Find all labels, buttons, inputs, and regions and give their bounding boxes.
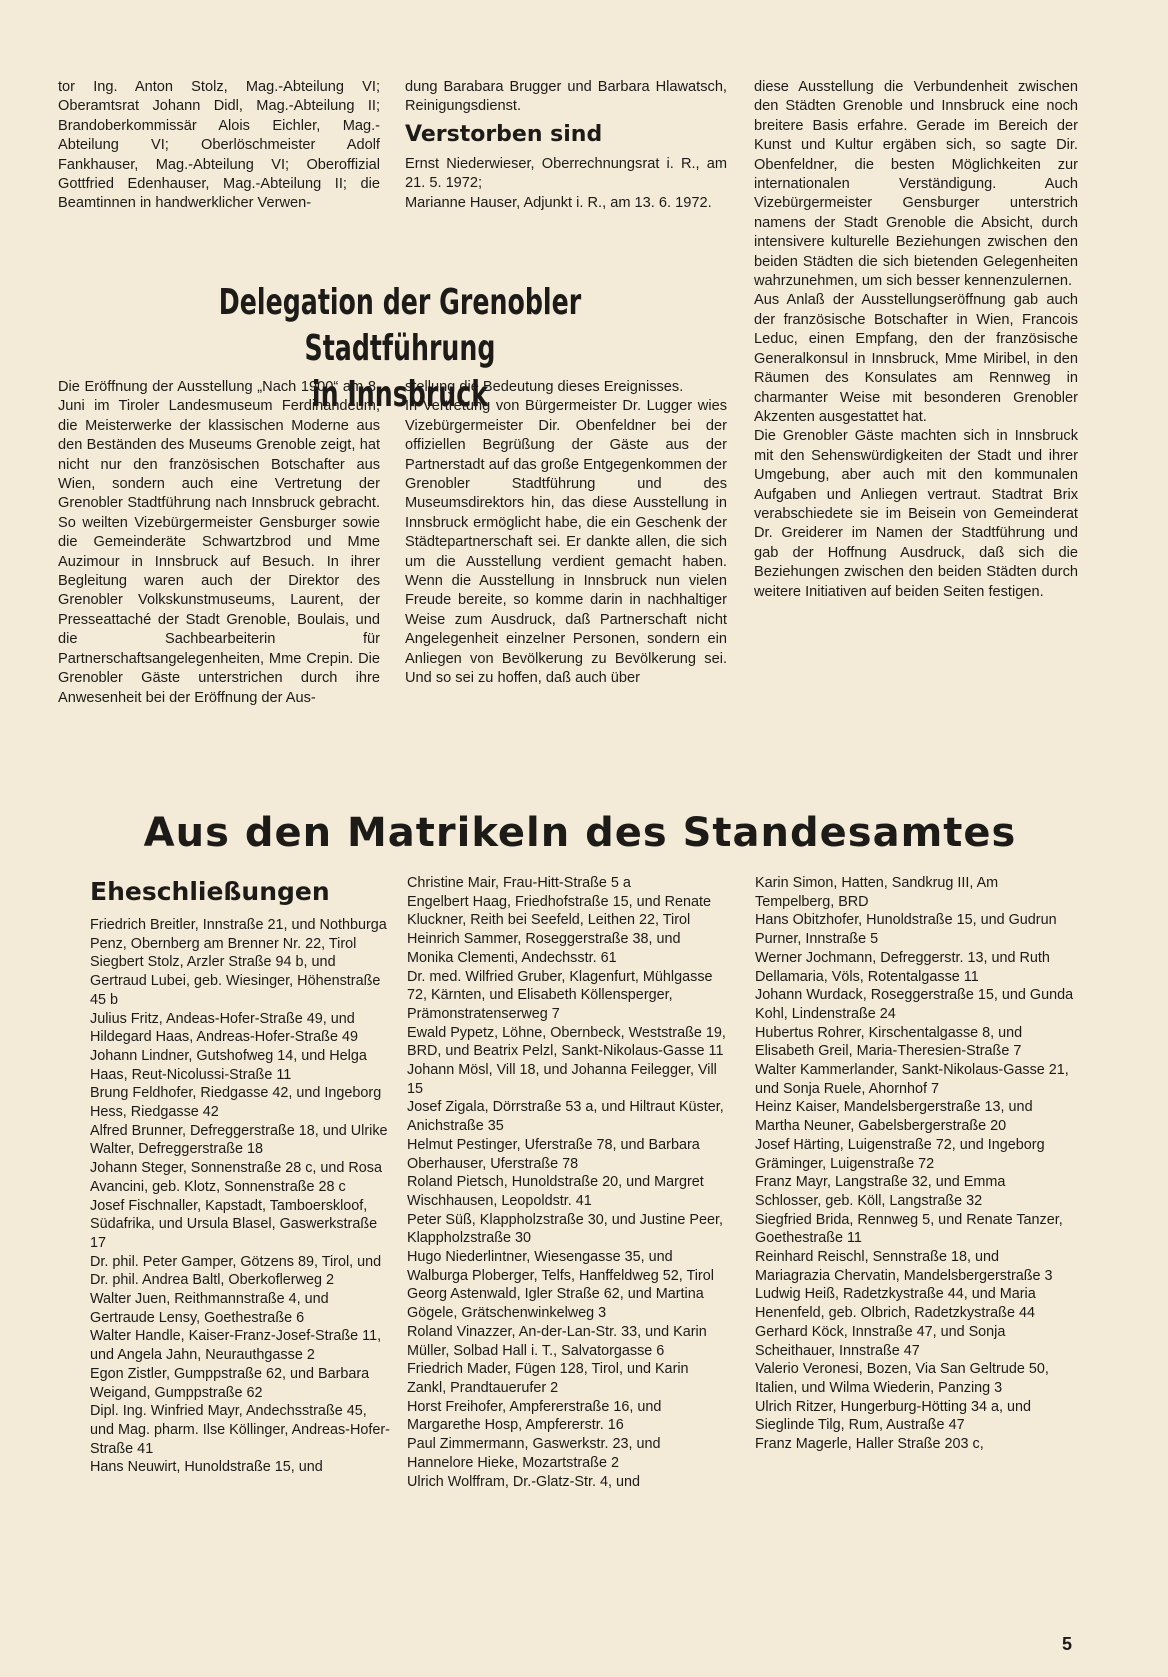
top-column-2 [405,78,727,213]
matrikel-column-2 [407,874,727,1491]
marriage-entry: Heinrich Sammer, Roseggerstraße 38, und Monika Clementi, Andechsstr. 61 [407,931,681,966]
marriage-list-2 [407,874,727,1491]
continuation-text: tor Ing. Anton Stolz, Mag.-Abteilung VI; Oberamtsrat Johann Didl, Mag.-Abteilung II; Brandoberkommissär Alois Eichler, Mag.-Abteilung VI; Oberlöschmeister Adolf Fankhauser, Mag.-Abteilung VI; Oberoffizial Gottfried Edenhauser, Mag.-Abteilung II; die Beamtinnen in handwerklicher Verwen- [58,79,380,212]
marriage-entry: Johann Steger, Sonnenstraße 28 c, und Rosa Avancini, geb. Klotz, Sonnenstraße 28 c [90,1160,383,1195]
marriage-entry: Dipl. Ing. Winfried Mayr, Andechsstraße 45, und Mag. pharm. Ilse Köllinger, Andreas-Hofer-Straße 41 [90,1403,390,1457]
marriage-entry: Franz Magerle, Haller Straße 203 c, [755,1436,984,1453]
page-number: 5 [1062,1634,1073,1654]
marriage-entry: Johann Mösl, Vill 18, und Johanna Feilegger, Vill 15 [407,1062,717,1097]
delegation-column-1 [58,378,380,708]
marriage-entry: Johann Wurdack, Roseggerstraße 15, und Gunda Kohl, Lindenstraße 24 [755,987,1074,1022]
marriage-entry: Johann Lindner, Gutshofweg 14, und Helga Haas, Reut-Nicolussi-Straße 11 [90,1047,367,1083]
marriage-entry: Heinz Kaiser, Mandelsbergerstraße 13, und Martha Neuner, Gabelsbergerstraße 20 [755,1099,1033,1135]
delegation-column-3 [754,78,1078,602]
marriage-entry: Engelbert Haag, Friedhofstraße 15, und Renate Kluckner, Reith bei Seefeld, Leithen 22, Tirol [407,893,711,929]
marriage-entry: Friedrich Mader, Fügen 128, Tirol, und Karin Zankl, Prandtauerufer 2 [407,1361,689,1396]
article-paragraph: stellung die Bedeutung dieses Ereignisses. [405,379,684,395]
article-paragraph: In Vertretung von Bürgermeister Dr. Lugger wies Vizebürgermeister Dir. Obenfeldner bei der offiziellen Begrüßung der Gäste aus der Partnerstadt auf das große Entgegenkommen der Grenobler Stadtführung und des Museumsdirektors hin, das diese Ausstellung in Innsbruck ermöglicht habe, die ein Geschenk der Städtepartnerschaft sei. Er dankte allen, die sich um die Ausstellung verdient gemacht haben. Wenn die Ausstellung in Innsbruck nun vielen Freude bereite, so komme darin in nachhaltiger Weise zum Ausdruck, daß Partnerschaft nicht Angelegenheit einzelner Personen, sondern ein Anliegen von Bevölkerung zu Bevölkerung sei. Und so sei zu hoffen, daß auch über [405,398,727,687]
marriage-entry: Paul Zimmermann, Gaswerkstr. 23, und Hannelore Hieke, Mozartstraße 2 [407,1436,661,1471]
marriage-entry: Ewald Pypetz, Löhne, Obernbeck, Weststraße 19, BRD, und Beatrix Pelzl, Sankt-Nikolaus-Gasse 11 [407,1024,726,1060]
matrikel-column-1 [90,876,390,1477]
marriage-entry: Walter Kammerlander, Sankt-Nikolaus-Gasse 21, und Sonja Ruele, Ahornhof 7 [755,1062,1069,1097]
marriage-entry: Egon Zistler, Gumppstraße 62, und Barbara Weigand, Gumppstraße 62 [90,1365,370,1401]
continuation-text-2: dung Barabara Brugger und Barbara Hlawatsch, Reinigungsdienst. [405,79,727,115]
marriage-entry: Karin Simon, Hatten, Sandkrug III, Am Tempelberg, BRD [755,875,999,910]
marriage-entry: Christine Mair, Frau-Hitt-Straße 5 a [407,875,631,891]
marriage-entry: Werner Jochmann, Defreggerstr. 13, und Ruth Dellamaria, Völs, Rotentalgasse 11 [755,949,1050,985]
verstorben-entry: Marianne Hauser, Adjunkt i. R., am 13. 6. 1972. [405,194,712,211]
marriage-entry: Josef Zigala, Dörrstraße 53 a, und Hiltraut Küster, Anichstraße 35 [407,1099,724,1135]
matrikel-heading: Aus den Matrikeln des Standesamtes [143,810,1017,856]
article-paragraph: Aus Anlaß der Ausstellungseröffnung gab auch der französische Botschafter in Wien, Francois Leduc, einen Empfang, den der französische Generalkonsul in Innsbruck, Mme Miribel, in den Räumen des Konsulates am Rennweg in charmanter Weise mit besonderen Grenobler Akzenten ausgestattet hat. [754,292,1078,425]
verstorben-entry: Ernst Niederwieser, Oberrechnungsrat i. R., am 21. 5. 1972; [405,155,727,192]
marriage-entry: Josef Fischnaller, Kapstadt, Tamboerskloof, Südafrika, und Ursula Blasel, Gaswerkstraße 17 [90,1197,378,1251]
matrikel-column-3 [755,874,1075,1454]
marriage-entry: Helmut Pestinger, Uferstraße 78, und Barbara Oberhauser, Uferstraße 78 [407,1136,700,1172]
marriage-entry: Siegbert Stolz, Arzler Straße 94 b, und Gertraud Lubei, geb. Wiesinger, Höhenstraße 45 b [90,954,381,1008]
marriage-entry: Hugo Niederlintner, Wiesengasse 35, und Walburga Ploberger, Telfs, Hanffeldweg 52, Tirol [407,1249,714,1284]
delegation-heading-line-2: in Innsbruck [311,374,489,415]
marriage-entry: Siegfried Brida, Rennweg 5, und Renate Tanzer, Goethestraße 11 [755,1211,1063,1247]
marriage-entry: Dr. phil. Peter Gamper, Götzens 89, Tirol, und Dr. phil. Andrea Baltl, Oberkoflerweg 2 [90,1253,382,1289]
marriage-entry: Gerhard Köck, Innstraße 47, und Sonja Scheithauer, Innstraße 47 [755,1323,1006,1359]
eheschliessungen-heading: Eheschließungen [90,877,330,906]
marriage-list-3 [755,874,1075,1454]
marriage-entry: Friedrich Breitler, Innstraße 21, und Nothburga Penz, Obernberg am Brenner Nr. 22, Tirol [90,917,387,952]
article-paragraph: Die Eröffnung der Ausstellung „Nach 1900“ am 8. Juni im Tiroler Landesmuseum Ferdinandeum, die Meisterwerke der klassischen Moderne aus den Beständen des Museums Grenoble zeigt, hat nicht nur den französischen Botschafter aus Wien, sondern auch eine Vertretung der Grenobler Stadtführung nach Innsbruck gebracht. So weilten Vizebürgermeister Gensburger sowie die Gemeinderäte Schwartzbrod und Mme Auzimour in Innsbruck auf Besuch. In ihrer Begleitung waren auch der Direktor des Grenobler Volkskunstmuseums, Laurent, der Presseattaché der Stadt Grenoble, Boulais, und die Sachbearbeiterin für Partnerschaftsangelegenheiten, Mme Crepin. Die Grenobler Gäste unterstrichen durch ihre Anwesenheit bei der Eröffnung der Aus- [58,379,380,706]
marriage-entry: Ludwig Heiß, Radetzkystraße 44, und Maria Henenfeld, geb. Olbrich, Radetzkystraße 44 [755,1286,1036,1322]
marriage-entry: Horst Freihofer, Ampfererstraße 16, und Margarethe Hosp, Ampfererstr. 16 [407,1398,662,1434]
top-column-1 [58,78,380,214]
marriage-entry: Georg Astenwald, Igler Straße 62, und Martina Gögele, Grätschenwinkelweg 3 [407,1286,704,1322]
marriage-entry: Roland Vinazzer, An-der-Lan-Str. 33, und Karin Müller, Solbad Hall i. T., Salvatorgasse 6 [407,1323,707,1359]
marriage-entry: Ulrich Wolffram, Dr.-Glatz-Str. 4, und [407,1473,640,1490]
delegation-heading-line-1: Delegation der Grenobler Stadtführung [218,282,582,369]
marriage-entry: Hans Neuwirt, Hunoldstraße 15, und [90,1459,323,1476]
marriage-entry: Franz Mayr, Langstraße 32, und Emma Schlosser, geb. Köll, Langstraße 32 [755,1174,1006,1209]
marriage-entry: Valerio Veronesi, Bozen, Via San Geltrude 50, Italien, und Wilma Wiederin, Panzing 3 [755,1361,1049,1396]
marriage-entry: Hubertus Rohrer, Kirschentalgasse 8, und Elisabeth Greil, Maria-Theresien-Straße 7 [755,1024,1023,1060]
marriage-entry: Reinhard Reischl, Sennstraße 18, und Mariagrazia Chervatin, Mandelsbergerstraße 3 [755,1249,1053,1284]
marriage-entry: Brung Feldhofer, Riedgasse 42, und Ingeborg Hess, Riedgasse 42 [90,1085,382,1121]
marriage-entry: Roland Pietsch, Hunoldstraße 20, und Margret Wischhausen, Leopoldstr. 41 [407,1174,704,1209]
marriage-entry: Julius Fritz, Andeas-Hofer-Straße 49, und Hildegard Haas, Andreas-Hofer-Straße 49 [90,1010,358,1046]
marriage-entry: Peter Süß, Klappholzstraße 30, und Justine Peer, Klappholzstraße 30 [407,1211,723,1247]
marriage-entry: Walter Handle, Kaiser-Franz-Josef-Straße 11, und Angela Jahn, Neurauthgasse 2 [90,1328,382,1364]
marriage-entry: Walter Juen, Reithmannstraße 4, und Gertraude Lensy, Goethestraße 6 [90,1291,329,1326]
delegation-column-2 [405,378,727,689]
article-paragraph: diese Ausstellung die Verbundenheit zwischen den Städten Grenoble und Innsbruck eine noch breitere Basis erfahre. Gerade im Bereich der Kunst und Kultur ergäben sich, so sagte Dir. Obenfeldner, die besten Möglichkeiten zur internationalen Verständigung. Auch Vizebürgermeister Gensburger unterstrich namens der Stadt Grenoble die Absicht, durch intensivere kulturelle Beziehungen zwischen den beiden Städten die sich bietenden Gelegenheiten wahrzunehmen, um sich besser kennenzulernen. [754,79,1078,290]
marriage-entry: Josef Härting, Luigenstraße 72, und Ingeborg Gräminger, Luigenstraße 72 [755,1136,1045,1172]
marriage-entry: Dr. med. Wilfried Gruber, Klagenfurt, Mühlgasse 72, Kärnten, und Elisabeth Köllensperger, Prämonstratenserweg 7 [407,968,713,1022]
marriage-entry: Alfred Brunner, Defreggerstraße 18, und Ulrike Walter, Defreggerstraße 18 [90,1122,388,1158]
verstorben-heading: Verstorben sind [405,121,603,147]
marriage-entry: Hans Obitzhofer, Hunoldstraße 15, und Gudrun Purner, Innstraße 5 [755,912,1057,948]
marriage-list-1 [90,916,390,1477]
article-paragraph: Die Grenobler Gäste machten sich in Innsbruck mit den Sehenswürdigkeiten der Stadt und ihrer Umgebung, aber auch mit den kommunalen Aufgaben und Anliegen vertraut. Stadtrat Brix verabschiedete sie im Beisein von Gemeinderat Dr. Greiderer im Namen der Stadtführung und gab der Hoffnung Ausdruck, daß sich die Beziehungen zwischen den beiden Städten durch weitere Initiativen auf beiden Seiten festigen. [754,428,1078,600]
marriage-entry: Ulrich Ritzer, Hungerburg-Hötting 34 a, und Sieglinde Tilg, Rum, Austraße 47 [755,1398,1031,1434]
